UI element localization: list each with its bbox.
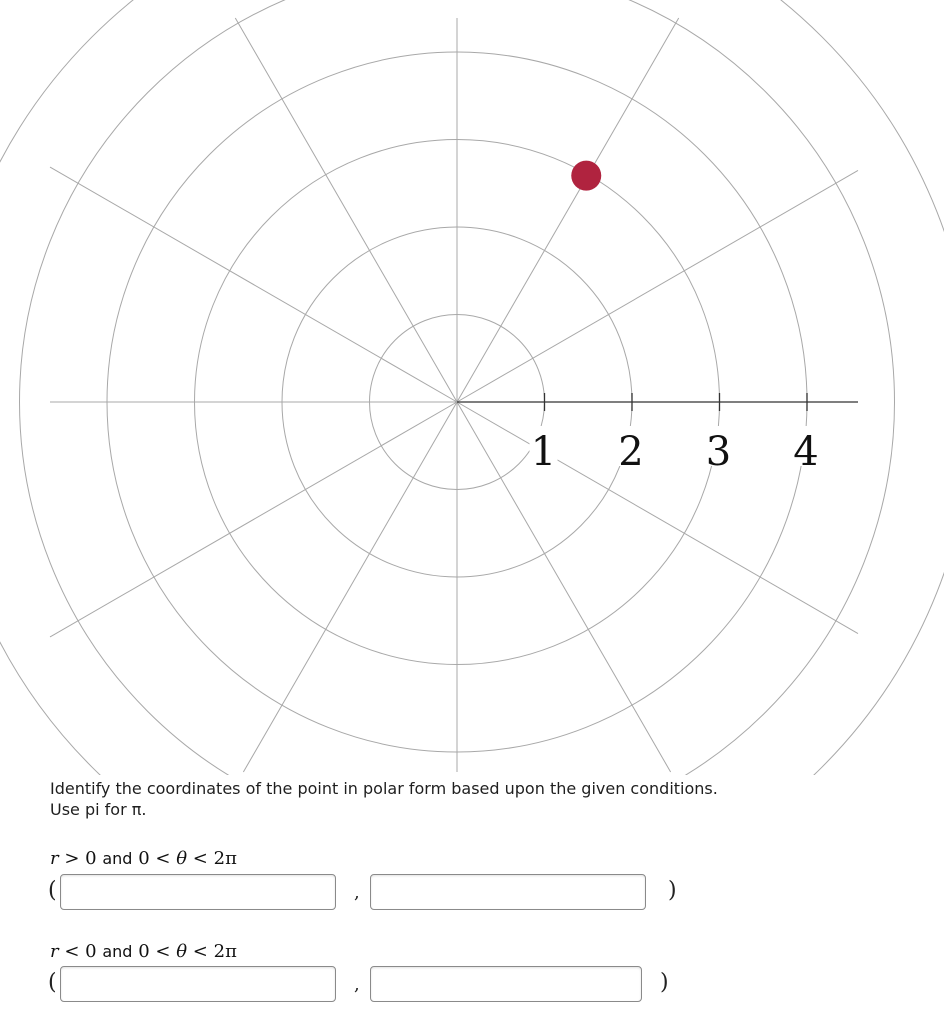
polar-axis	[457, 393, 858, 411]
tick-label-3: 3	[705, 429, 732, 475]
answer-2-r-input[interactable]	[60, 966, 336, 1002]
answer-2-theta-input[interactable]	[370, 966, 642, 1002]
condition-2-theta-hi: 2π	[213, 941, 237, 962]
open-paren: (	[48, 878, 57, 903]
condition-1-r-var: r	[50, 848, 59, 869]
comma: ,	[354, 974, 360, 995]
condition-1-op2: <	[192, 848, 208, 869]
condition-2-theta-lo: 0	[138, 941, 150, 962]
condition-1-theta-lo: 0	[138, 848, 150, 869]
polar-spokes	[50, 18, 858, 772]
radial-tick-labels	[530, 426, 821, 475]
answer-row-1	[48, 872, 748, 914]
close-paren: )	[660, 970, 669, 995]
condition-1-and: and	[102, 849, 133, 868]
answer-1-theta-input[interactable]	[370, 874, 646, 910]
tick-label-1: 1	[530, 429, 557, 475]
condition-1-theta-hi: 2π	[213, 848, 237, 869]
spoke-240deg	[243, 402, 457, 772]
tick-label-4: 4	[793, 429, 819, 475]
condition-2-and: and	[102, 942, 133, 961]
spoke-120deg	[235, 18, 457, 402]
condition-1-theta-var: θ	[176, 848, 188, 869]
spoke-210deg	[50, 402, 457, 637]
condition-2-label	[50, 941, 237, 962]
instructions-line-2: Use pi for π.	[50, 800, 147, 819]
condition-2-r-op: <	[64, 941, 80, 962]
instructions	[50, 778, 718, 820]
instructions-line-1: Identify the coordinates of the point in polar form based upon the given conditions.	[50, 779, 718, 798]
condition-1-r-op: >	[64, 848, 80, 869]
condition-2-r-var: r	[50, 941, 59, 962]
condition-2-r-val: 0	[85, 941, 97, 962]
condition-1-label	[50, 848, 237, 869]
open-paren: (	[48, 970, 57, 995]
spoke-30deg	[457, 170, 858, 402]
close-paren: )	[668, 878, 677, 903]
condition-1-op1: <	[155, 848, 171, 869]
answer-1-r-input[interactable]	[60, 874, 336, 910]
comma: ,	[354, 882, 360, 903]
answer-row-2	[48, 964, 748, 1006]
condition-2-op2: <	[192, 941, 208, 962]
plotted-point-layer	[571, 161, 601, 191]
spoke-60deg	[457, 18, 679, 402]
condition-2-op1: <	[155, 941, 171, 962]
spoke-150deg	[50, 167, 457, 402]
condition-2-theta-var: θ	[176, 941, 188, 962]
tick-label-2: 2	[618, 429, 644, 475]
plotted-point	[571, 161, 601, 191]
condition-1-r-val: 0	[85, 848, 97, 869]
